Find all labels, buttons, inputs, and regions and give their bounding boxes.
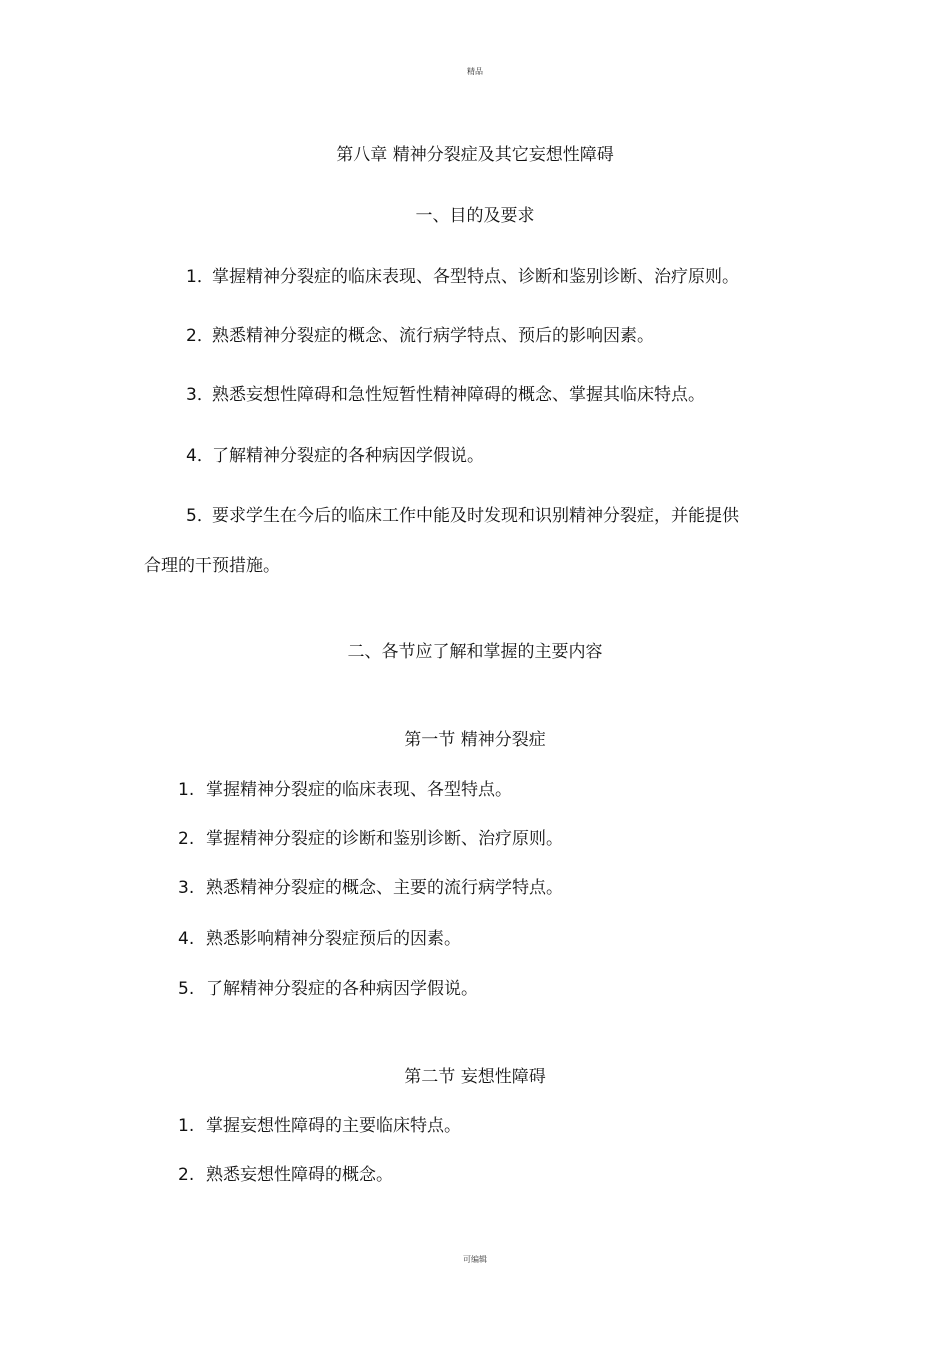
goal-item-5-continuation: 合理的干预措施。 [144, 556, 280, 576]
goal-item-number: 3． [186, 385, 214, 405]
page-footer: 可编辑 [463, 1255, 487, 1264]
goal-item-number: 4． [186, 446, 214, 466]
section-1-item-3 [178, 877, 563, 899]
section-2-item-2 [178, 1164, 393, 1186]
item-number: 5. [178, 979, 195, 999]
section-1-item-5 [178, 978, 478, 1000]
item-number: 1. [178, 1116, 195, 1136]
item-text: 熟悉精神分裂症的概念、主要的流行病学特点。 [206, 878, 563, 898]
chapter-title: 第八章 精神分裂症及其它妄想性障碍 [336, 145, 614, 165]
goal-item-5 [186, 505, 739, 527]
goal-item-1 [186, 266, 739, 288]
section-1-item-4 [178, 928, 461, 950]
section-1-item-1 [178, 779, 512, 801]
goal-item-text: 要求学生在今后的临床工作中能及时发现和识别精神分裂症，并能提供 [212, 506, 739, 526]
item-number: 3. [178, 878, 195, 898]
part1-heading: 一、目的及要求 [415, 206, 535, 226]
item-number: 4. [178, 929, 195, 949]
section-1-item-2 [178, 828, 563, 850]
goal-item-number: 1． [186, 267, 214, 287]
item-text: 掌握精神分裂症的临床表现、各型特点。 [206, 780, 512, 800]
goal-item-text: 了解精神分裂症的各种病因学假说。 [212, 446, 484, 466]
item-number: 2. [178, 1165, 195, 1185]
goal-item-number: 2． [186, 326, 214, 346]
item-text: 了解精神分裂症的各种病因学假说。 [206, 979, 478, 999]
item-number: 1. [178, 780, 195, 800]
goal-item-text: 熟悉精神分裂症的概念、流行病学特点、预后的影响因素。 [212, 326, 654, 346]
goal-item-3 [186, 384, 705, 406]
goal-item-text: 熟悉妄想性障碍和急性短暂性精神障碍的概念、掌握其临床特点。 [212, 385, 705, 405]
goal-item-4 [186, 445, 484, 467]
item-text: 掌握妄想性障碍的主要临床特点。 [206, 1116, 461, 1136]
goal-item-text: 掌握精神分裂症的临床表现、各型特点、诊断和鉴别诊断、治疗原则。 [212, 267, 739, 287]
section-2-title: 第二节 妄想性障碍 [404, 1067, 546, 1087]
page-header: 精品 [467, 67, 483, 76]
item-text: 熟悉影响精神分裂症预后的因素。 [206, 929, 461, 949]
section-1-title: 第一节 精神分裂症 [404, 730, 546, 750]
item-text: 掌握精神分裂症的诊断和鉴别诊断、治疗原则。 [206, 829, 563, 849]
section-2-item-1 [178, 1115, 461, 1137]
goal-item-2 [186, 325, 654, 347]
item-number: 2. [178, 829, 195, 849]
item-text: 熟悉妄想性障碍的概念。 [206, 1165, 393, 1185]
goal-item-number: 5． [186, 506, 214, 526]
part2-heading: 二、各节应了解和掌握的主要内容 [347, 642, 603, 662]
